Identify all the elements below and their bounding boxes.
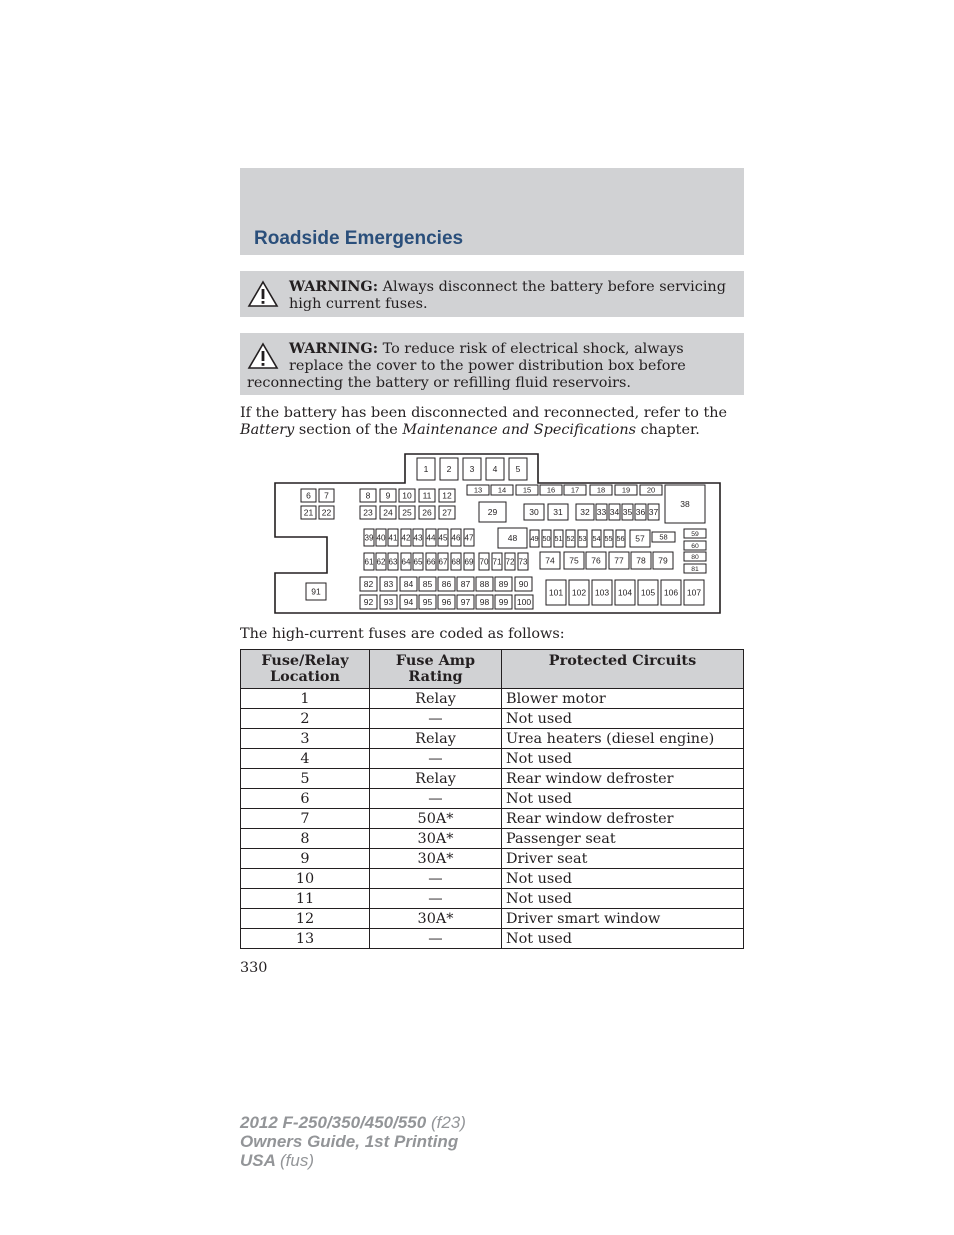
footer-market: USA — [240, 1151, 276, 1170]
header-text: Fuse Amp — [395, 652, 476, 669]
fuse-label: 30 — [529, 507, 539, 518]
cell-location: 4 — [241, 749, 370, 769]
table-row — [241, 769, 744, 789]
cell-location: 3 — [241, 729, 370, 749]
fuse-label: 9 — [385, 490, 391, 501]
fuse-label: 44 — [426, 533, 436, 543]
cell-location: 5 — [241, 769, 370, 789]
warning-text: To reduce risk of electrical shock, always replace the cover to the power distribution box before reconnecting the battery or refilling fluid reservoirs. — [247, 341, 686, 391]
fuse-label: 46 — [451, 533, 461, 543]
fuse-label: 77 — [614, 555, 624, 566]
cell-rating: — — [370, 749, 502, 769]
footer-model: 2012 F-250/350/450/550 — [240, 1113, 427, 1132]
fuse-label: 10 — [402, 490, 412, 501]
fuse-label: 107 — [686, 587, 702, 598]
fuse-label: 39 — [364, 533, 374, 543]
fuse-label: 61 — [364, 557, 374, 567]
cell-location: 6 — [241, 789, 370, 809]
fuse-label: 17 — [570, 485, 580, 495]
fuse-label: 35 — [622, 507, 633, 518]
fuse-label: 53 — [578, 534, 587, 544]
fuse-label: 21 — [303, 507, 314, 518]
fuse-label: 102 — [571, 587, 587, 598]
cell-location: 8 — [241, 829, 370, 849]
fuse-label: 79 — [658, 555, 668, 566]
fuse-label: 31 — [553, 507, 563, 518]
fuse-label: 1 — [423, 464, 429, 475]
cell-location: 12 — [241, 909, 370, 929]
fuse-label: 86 — [441, 579, 452, 590]
fuse-label: 12 — [442, 490, 452, 501]
fuse-label: 63 — [388, 557, 398, 567]
fuse-label: 73 — [518, 557, 528, 567]
intro-text: If the battery has been disconnected and reconnected, refer to the — [240, 405, 728, 421]
fuse-label: 8 — [365, 490, 371, 501]
fuse-label: 52 — [566, 534, 575, 544]
footer-code: (fus) — [280, 1151, 314, 1170]
fuse-label: 11 — [422, 490, 432, 501]
fuse-label: 103 — [594, 587, 610, 598]
fuse-label: 56 — [616, 534, 625, 544]
fuse-label: 58 — [659, 532, 668, 542]
page-number: 330 — [240, 960, 268, 976]
fuse-label: 24 — [383, 507, 393, 518]
fuse-label: 99 — [498, 597, 509, 608]
cell-rating: Relay — [370, 689, 502, 709]
fuse-label: 20 — [646, 485, 656, 495]
cell-circuit: Not used — [502, 929, 744, 949]
header-text: Fuse/Relay — [261, 652, 349, 669]
fuse-label: 95 — [422, 597, 433, 608]
fuse-label: 106 — [663, 587, 679, 598]
fuse-label: 93 — [383, 597, 394, 608]
fuse-label: 37 — [648, 507, 659, 518]
fuse-label: 67 — [438, 557, 448, 567]
warning-icon — [247, 280, 279, 308]
fuse-label: 33 — [596, 507, 607, 518]
fuse-label: 66 — [426, 557, 436, 567]
table-caption: The high-current fuses are coded as follows: — [240, 626, 565, 642]
cell-rating: 30A* — [370, 909, 502, 929]
fuse-label: 43 — [413, 533, 423, 543]
cell-rating: — — [370, 869, 502, 889]
cell-location: 9 — [241, 849, 370, 869]
fuse-label: 5 — [515, 464, 521, 475]
fuse-label: 88 — [479, 579, 490, 590]
header-text: Rating — [408, 668, 463, 685]
fuse-label: 76 — [591, 555, 601, 566]
fuse-label: 68 — [451, 557, 461, 567]
footer-edition: Owners Guide, 1st Printing — [240, 1132, 459, 1151]
cell-circuit: Not used — [502, 789, 744, 809]
fuse-label: 25 — [402, 507, 412, 518]
warning-box-2 — [240, 333, 744, 395]
section-title: Roadside Emergencies — [254, 228, 464, 249]
fuse-table — [240, 649, 744, 949]
table-row — [241, 729, 744, 749]
cell-location: 1 — [241, 689, 370, 709]
fuse-label: 98 — [479, 597, 490, 608]
fuse-label: 80 — [691, 553, 699, 561]
fuse-label: 55 — [604, 534, 613, 544]
warning-box-1 — [240, 271, 744, 317]
fuse-label: 34 — [609, 507, 620, 518]
fuse-label: 18 — [596, 485, 606, 495]
fuse-label: 72 — [505, 557, 515, 567]
fuse-label: 6 — [306, 490, 311, 501]
fuse-label: 36 — [635, 507, 646, 518]
fuse-label: 41 — [388, 533, 398, 543]
fuse-label: 105 — [640, 587, 656, 598]
cell-circuit: Urea heaters (diesel engine) — [502, 729, 744, 749]
fuse-label: 48 — [507, 533, 518, 544]
table-row — [241, 849, 744, 869]
fuse-label: 4 — [492, 464, 498, 475]
table-row — [241, 909, 744, 929]
fuse-label: 70 — [479, 557, 489, 567]
header-circuits: Protected Circuits — [502, 650, 744, 689]
fuse-label: 45 — [438, 533, 448, 543]
table-row — [241, 689, 744, 709]
warning-text: Always disconnect the battery before servicing high current fuses. — [289, 279, 726, 312]
cell-rating: 30A* — [370, 829, 502, 849]
fuse-label: 71 — [492, 557, 502, 567]
fuse-label: 19 — [621, 485, 631, 495]
fuse-label: 26 — [422, 507, 432, 518]
fuse-label: 3 — [469, 464, 475, 475]
cell-rating: — — [370, 929, 502, 949]
fuse-label: 65 — [413, 557, 423, 567]
fuse-label: 81 — [691, 565, 699, 573]
cell-location: 11 — [241, 889, 370, 909]
table-row — [241, 709, 744, 729]
fuse-label: 96 — [441, 597, 452, 608]
fuse-label: 84 — [403, 579, 414, 590]
fuse-label: 57 — [635, 533, 645, 544]
fuse-label: 51 — [554, 534, 563, 544]
fuse-label: 62 — [376, 557, 386, 567]
fuse-label: 32 — [580, 507, 590, 518]
fuse-label: 59 — [691, 530, 699, 538]
cell-rating: — — [370, 889, 502, 909]
intro-text: chapter. — [640, 422, 700, 438]
table-header-row — [241, 650, 744, 689]
table-row — [241, 829, 744, 849]
cell-circuit: Not used — [502, 709, 744, 729]
fuse-label: 50 — [542, 534, 551, 544]
fuse-label: 91 — [311, 586, 321, 597]
header-rating — [370, 650, 502, 689]
cell-circuit: Passenger seat — [502, 829, 744, 849]
fuse-label: 42 — [401, 533, 411, 543]
fuse-label: 49 — [530, 534, 539, 544]
cell-rating: Relay — [370, 769, 502, 789]
header-text: Location — [270, 668, 340, 685]
fuse-label: 78 — [636, 555, 646, 566]
fuse-label: 75 — [569, 555, 579, 566]
fuse-label: 94 — [403, 597, 414, 608]
cell-rating: 50A* — [370, 809, 502, 829]
cell-location: 2 — [241, 709, 370, 729]
warning-label: WARNING: — [289, 278, 379, 295]
cell-circuit: Not used — [502, 889, 744, 909]
footer-code: (f23) — [430, 1113, 466, 1132]
cell-rating: Relay — [370, 729, 502, 749]
fuse-label: 60 — [691, 542, 699, 550]
fuse-label: 64 — [401, 557, 411, 567]
battery-reference: Battery — [240, 422, 295, 438]
fuse-label: 69 — [464, 557, 474, 567]
fuse-label: 14 — [497, 485, 507, 495]
cell-circuit: Driver seat — [502, 849, 744, 869]
cell-circuit: Not used — [502, 869, 744, 889]
fuse-label: 100 — [516, 597, 532, 608]
footer — [240, 1113, 466, 1170]
table-row — [241, 789, 744, 809]
cell-location: 13 — [241, 929, 370, 949]
fuse-label: 83 — [383, 579, 394, 590]
fuse-label: 47 — [464, 533, 474, 543]
chapter-reference: Maintenance and Specifications — [402, 422, 636, 438]
cell-rating: — — [370, 709, 502, 729]
fuse-label: 13 — [473, 485, 483, 495]
cell-circuit: Rear window defroster — [502, 809, 744, 829]
cell-circuit: Driver smart window — [502, 909, 744, 929]
fuse-label: 90 — [518, 579, 529, 590]
cell-circuit: Rear window defroster — [502, 769, 744, 789]
table-row — [241, 889, 744, 909]
fuse-box-diagram — [272, 452, 724, 616]
fuse-label: 22 — [321, 507, 332, 518]
fuse-label: 7 — [324, 490, 329, 501]
fuse-label: 29 — [487, 507, 498, 518]
fuse-label: 82 — [363, 579, 374, 590]
warning-icon — [247, 342, 279, 370]
cell-rating: — — [370, 789, 502, 809]
fuse-label: 16 — [546, 485, 556, 495]
fuse-label: 87 — [460, 579, 471, 590]
intro-text: section of the — [298, 422, 398, 438]
fuse-label: 85 — [422, 579, 433, 590]
fuse-label: 104 — [617, 587, 633, 598]
fuse-label: 97 — [460, 597, 471, 608]
cell-location: 10 — [241, 869, 370, 889]
fuse-label: 15 — [522, 485, 532, 495]
header-location — [241, 650, 370, 689]
cell-rating: 30A* — [370, 849, 502, 869]
fuse-label: 54 — [592, 534, 601, 544]
intro-paragraph — [240, 405, 744, 439]
table-row — [241, 809, 744, 829]
cell-location: 7 — [241, 809, 370, 829]
cell-circuit: Not used — [502, 749, 744, 769]
fuse-label: 92 — [363, 597, 374, 608]
fuse-label: 40 — [376, 533, 386, 543]
fuse-label: 74 — [545, 555, 555, 566]
fuse-label: 27 — [442, 507, 452, 518]
warning-label: WARNING: — [289, 340, 379, 357]
table-row — [241, 749, 744, 769]
fuse-label: 38 — [680, 499, 690, 510]
fuse-label: 2 — [446, 464, 452, 475]
table-row — [241, 869, 744, 889]
cell-circuit: Blower motor — [502, 689, 744, 709]
fuse-label: 101 — [548, 587, 564, 598]
table-row — [241, 929, 744, 949]
fuse-label: 23 — [363, 507, 373, 518]
fuse-label: 89 — [498, 579, 509, 590]
